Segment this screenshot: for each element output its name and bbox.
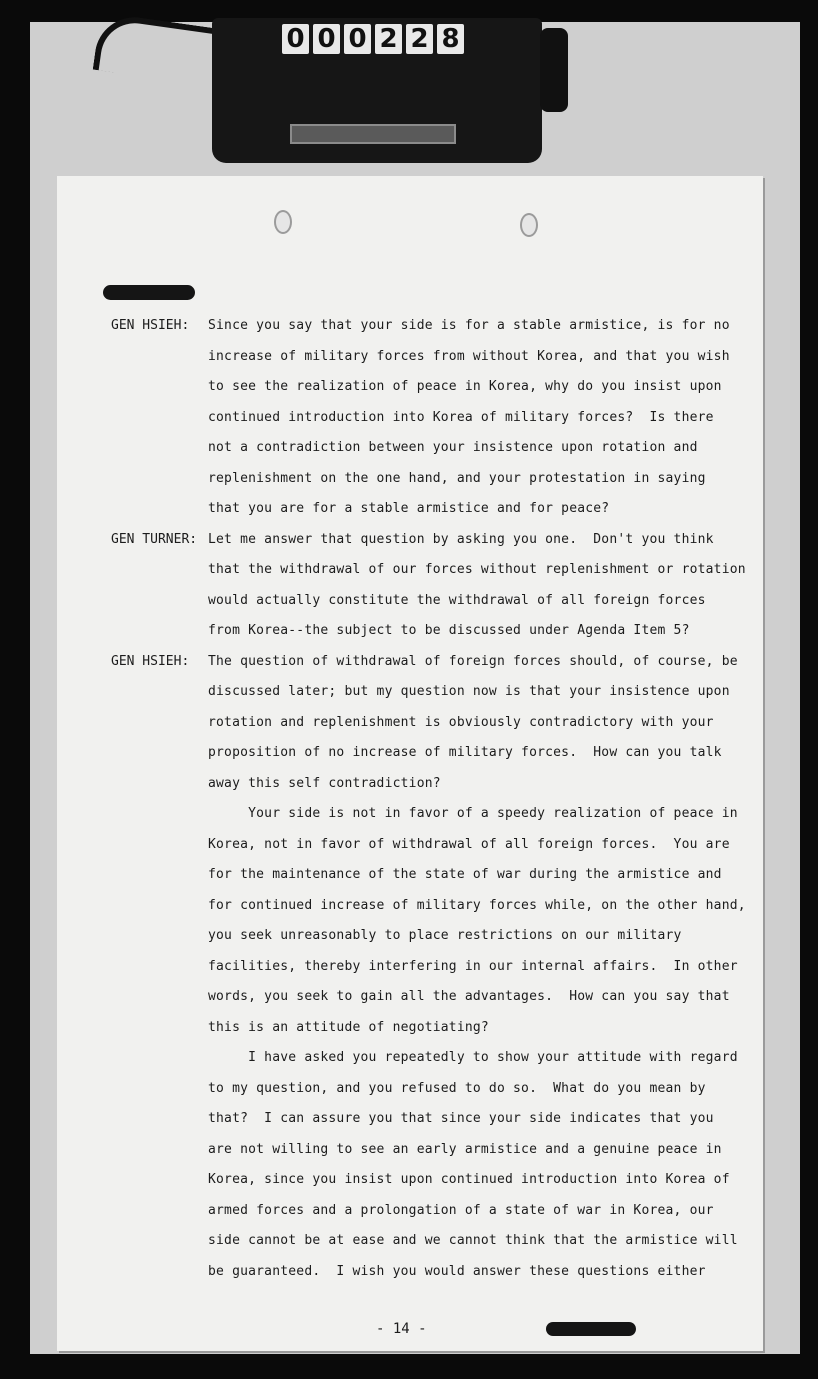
counter-knob: [540, 28, 568, 112]
page-number: - 14 -: [376, 1321, 427, 1337]
transcript-line: for the maintenance of the state of war during the armistice and: [208, 867, 722, 882]
speaker-label: GEN HSIEH:: [111, 653, 190, 669]
transcript-line: that? I can assure you that since your side indicates that you: [208, 1111, 714, 1126]
transcript-line: rotation and replenishment is obviously contradictory with your: [208, 714, 714, 730]
transcript-line: proposition of no increase of military forces. How can you talk: [208, 745, 722, 760]
redaction-mark-bottom: [546, 1322, 636, 1336]
punch-hole-right: [520, 213, 538, 237]
transcript-line: I have asked you repeatedly to show your attitude with regard: [208, 1050, 738, 1065]
transcript-line: increase of military forces from without Korea, and that you wish: [208, 348, 730, 364]
counter-digits: [282, 24, 464, 56]
transcript-line: not a contradiction between your insistence upon rotation and: [208, 440, 698, 455]
punch-hole-left: [274, 210, 292, 234]
transcript-line: words, you seek to gain all the advantages. How can you say that: [208, 989, 730, 1004]
counter-digit: 2: [375, 24, 402, 54]
transcript-line: Korea, since you insist upon continued introduction into Korea of: [208, 1172, 730, 1187]
transcript-line: that the withdrawal of our forces without replenishment or rotation: [208, 562, 746, 577]
transcript-line: for continued increase of military forces while, on the other hand,: [208, 897, 746, 913]
counter-digit: 0: [282, 24, 309, 54]
transcript-line: discussed later; but my question now is that your insistence upon: [208, 684, 730, 699]
counter-slot: [290, 124, 456, 144]
counter-digit: 0: [313, 24, 340, 54]
transcript-line: Let me answer that question by asking you one. Don't you think: [208, 531, 714, 547]
transcript-line: to see the realization of peace in Korea, why do you insist upon: [208, 379, 722, 394]
speaker-label: GEN TURNER:: [111, 531, 198, 547]
transcript-line: armed forces and a prolongation of a state of war in Korea, our: [208, 1202, 714, 1218]
transcript-line: facilities, thereby interfering in our internal affairs. In other: [208, 958, 738, 974]
transcript-line: would actually constitute the withdrawal of all foreign forces: [208, 592, 706, 608]
transcript-line: replenishment on the one hand, and your protestation in saying: [208, 470, 706, 486]
counter-digit: 2: [406, 24, 433, 54]
transcript-line: are not willing to see an early armistice and a genuine peace in: [208, 1141, 722, 1157]
transcript-line: Since you say that your side is for a stable armistice, is for no: [208, 318, 730, 333]
speaker-label: GEN HSIEH:: [111, 318, 190, 333]
transcript-line: that you are for a stable armistice and for peace?: [208, 501, 610, 516]
transcript-line: be guaranteed. I wish you would answer these questions either: [208, 1263, 706, 1279]
transcript-line: Your side is not in favor of a speedy realization of peace in: [208, 806, 738, 821]
transcript-line: this is an attitude of negotiating?: [208, 1019, 489, 1035]
transcript-line: side cannot be at ease and we cannot think that the armistice will: [208, 1233, 738, 1248]
transcript-line: The question of withdrawal of foreign forces should, of course, be: [208, 653, 738, 669]
transcript-line: continued introduction into Korea of military forces? Is there: [208, 409, 714, 425]
transcript-line: to my question, and you refused to do so. What do you mean by: [208, 1080, 706, 1096]
redaction-mark-top: [103, 285, 195, 300]
transcript-line: away this self contradiction?: [208, 775, 441, 791]
counter-digit: 0: [344, 24, 371, 54]
transcript-line: Korea, not in favor of withdrawal of all foreign forces. You are: [208, 836, 730, 852]
transcript-line: from Korea--the subject to be discussed under Agenda Item 5?: [208, 623, 690, 638]
transcript-line: you seek unreasonably to place restrictions on our military: [208, 928, 682, 943]
counter-digit: 8: [437, 24, 464, 54]
